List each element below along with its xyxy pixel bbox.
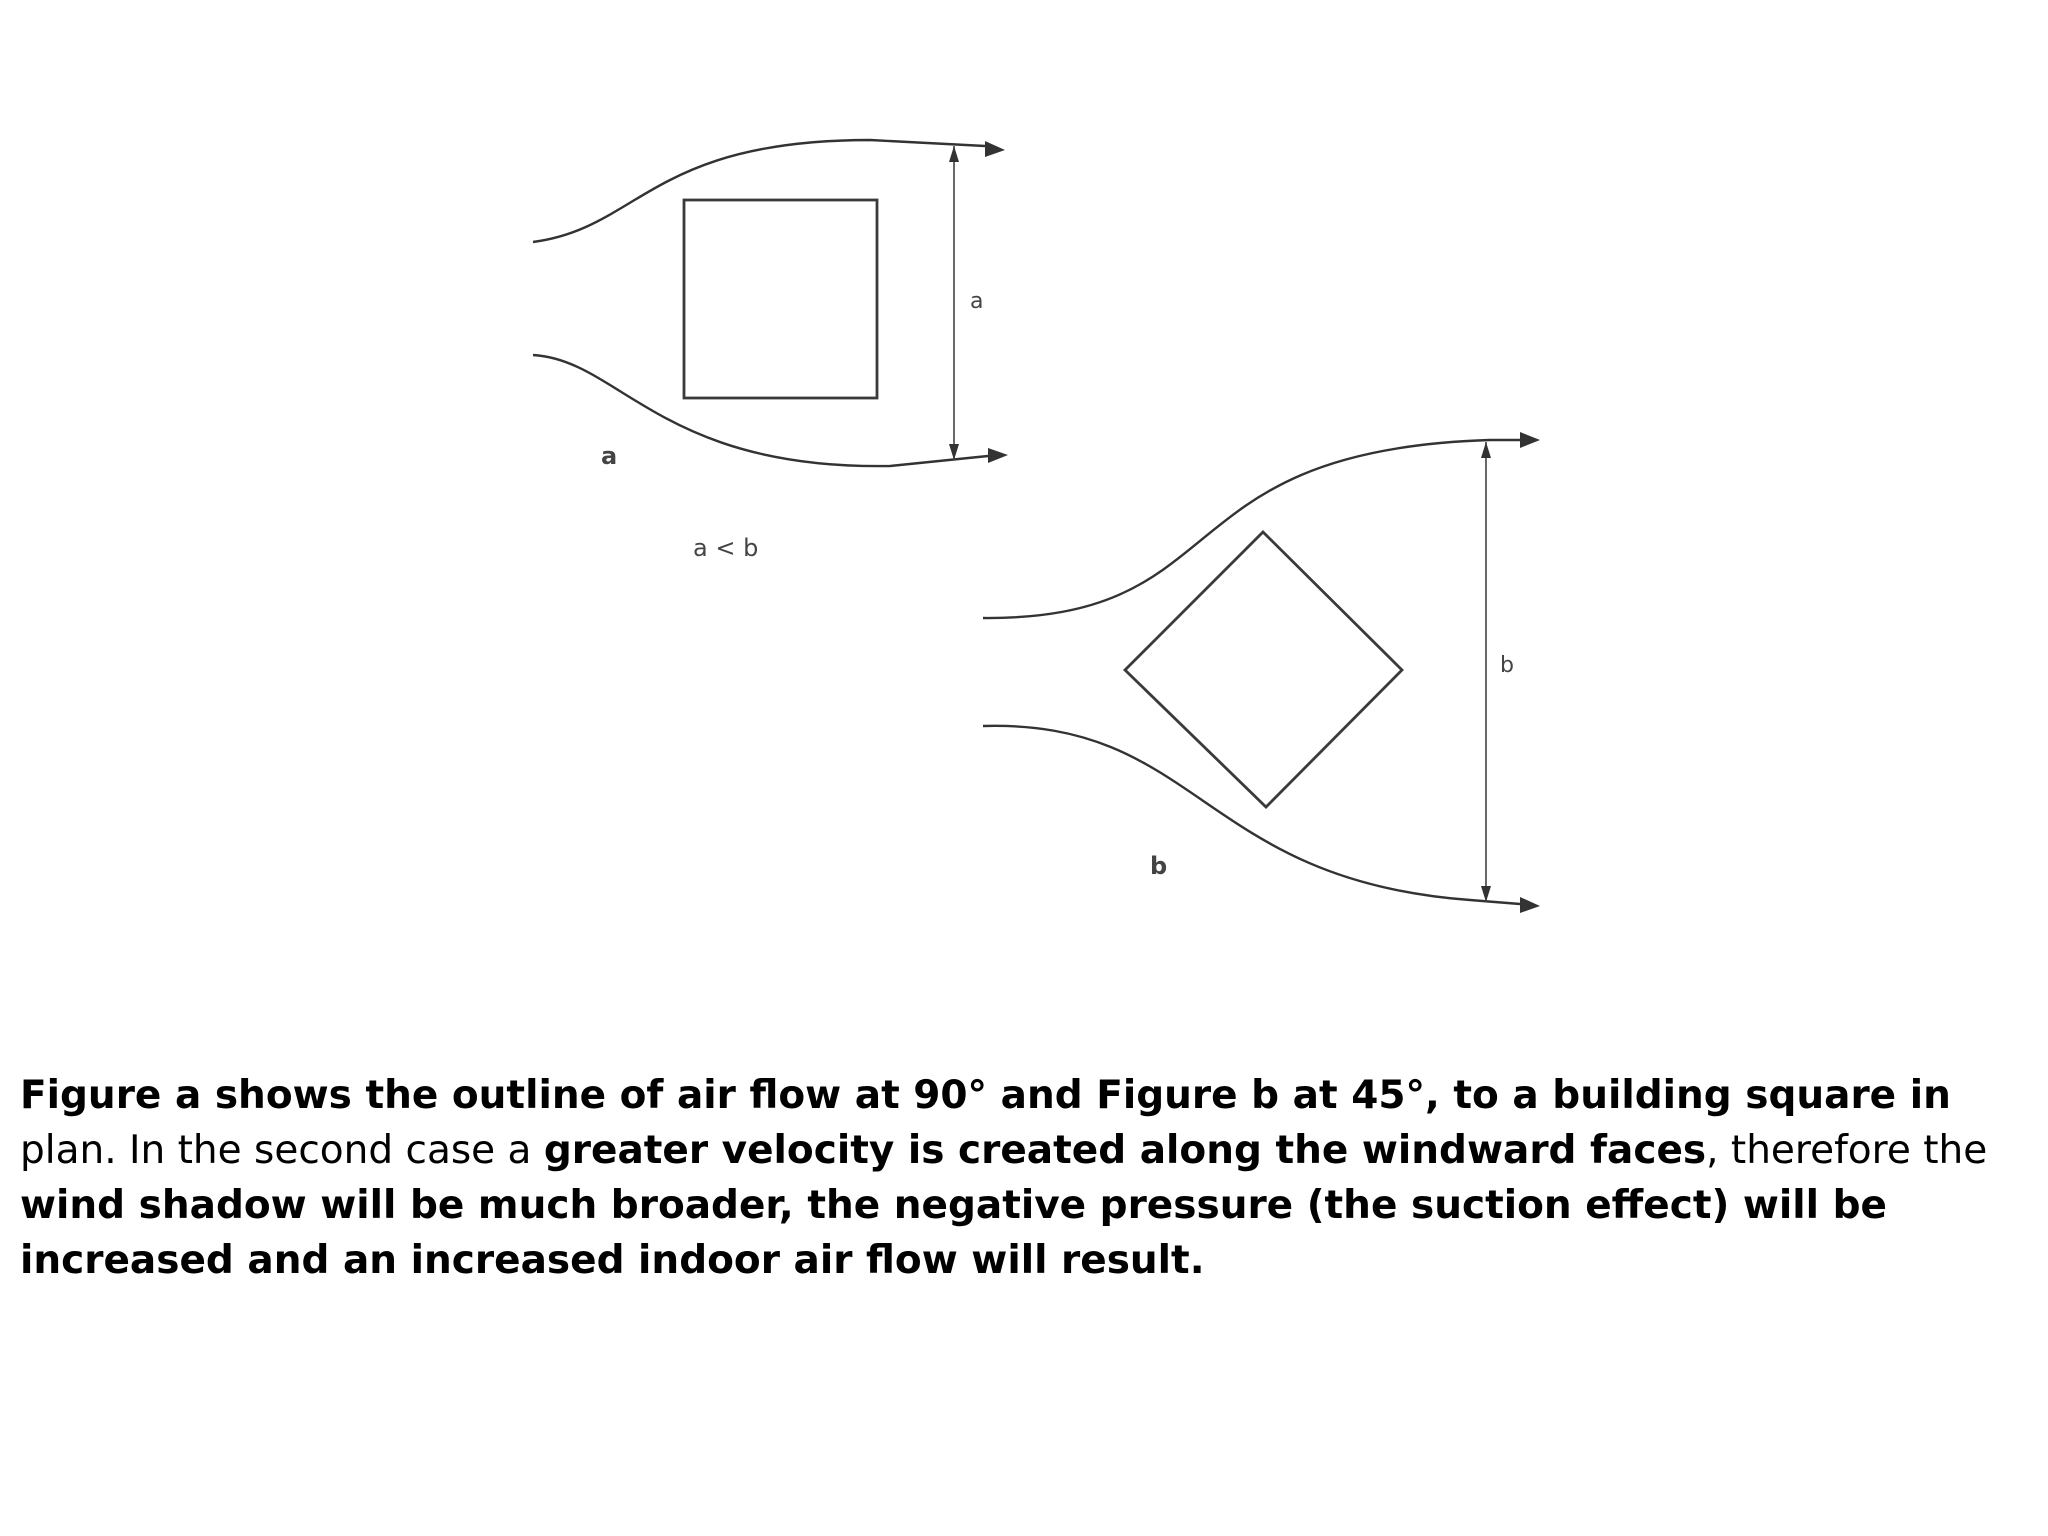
figure-b-building-diamond [1125,532,1402,807]
caption-part-5: wind shadow will be much broader, the negative pressure (the suction effect) will be increased and an increased indoor air flow will result. [20,1183,1887,1283]
figure-b [983,432,1540,913]
figure-a-building-square [684,200,877,398]
figure-b-lower-arrowhead [1520,897,1540,913]
figure-a-gap-label: a [970,289,984,314]
figure-a-lower-arrowhead [988,448,1008,463]
figure-a-upper-flow-line [533,140,985,242]
caption-part-3: greater velocity is created along the windward faces [543,1128,1707,1173]
figure-b-upper-flow-line [983,440,1520,618]
figure-b-lower-flow-line [983,726,1520,904]
caption-part-2: plan. In the second case a [20,1128,544,1173]
figure-a-label: a [601,442,618,470]
figure-b-dimension-bottom-arrow [1481,886,1491,902]
figure-b-label: b [1150,852,1168,880]
figure-a-upper-arrowhead [985,141,1005,157]
comparison-label: a < b [693,534,759,562]
figure-a-dimension-top-arrow [949,146,959,162]
caption-part-1: Figure a shows the outline of air flow at 90° and Figure b at 45°, to a building square in [20,1073,1951,1118]
figure-b-gap-label: b [1500,653,1514,678]
figure-b-upper-arrowhead [1520,432,1540,448]
figure-a [533,140,1008,562]
figure-caption [20,1068,2020,1288]
caption-part-4: , therefore the [1706,1128,1988,1173]
figure-a-dimension-bottom-arrow [949,444,959,460]
figure-b-dimension-top-arrow [1481,442,1491,458]
